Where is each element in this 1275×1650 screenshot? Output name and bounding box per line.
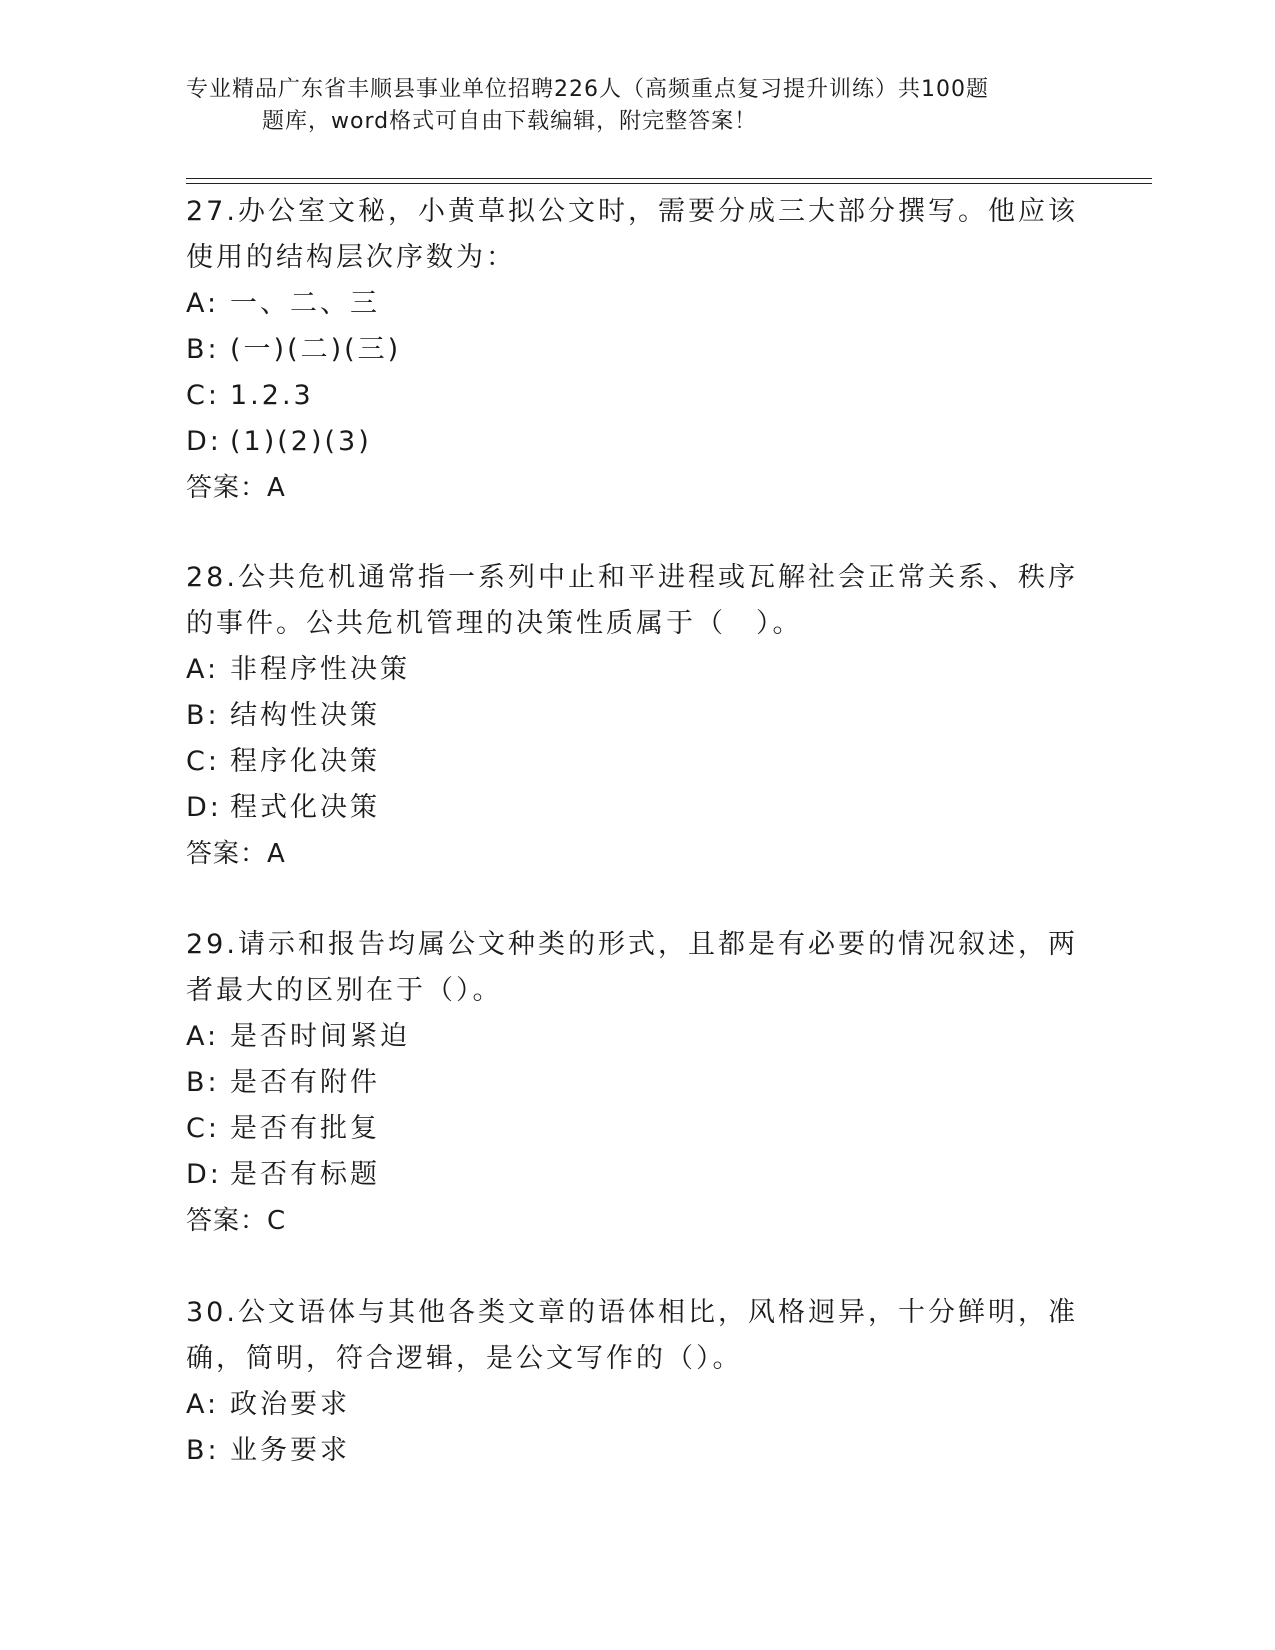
option-c — [186, 373, 1086, 419]
option-a — [186, 1014, 1086, 1060]
header-title-line-1: 专业精品广东省丰顺县事业单位招聘226人（高频重点复习提升训练）共100题 — [186, 77, 989, 102]
option-d — [186, 1152, 1086, 1198]
option-text: (一)(二)(三) — [230, 334, 402, 365]
question-28 — [186, 555, 1086, 877]
option-letter: B: — [186, 1067, 220, 1098]
question-30 — [186, 1290, 1086, 1474]
option-letter: D: — [186, 1159, 222, 1190]
option-letter: A: — [186, 288, 220, 319]
header-divider-top — [186, 178, 1152, 179]
option-text: 是否有批复 — [230, 1113, 380, 1144]
option-b — [186, 1060, 1086, 1106]
option-b — [186, 693, 1086, 739]
option-letter: C: — [186, 746, 220, 777]
option-text: 政治要求 — [230, 1389, 350, 1420]
question-text: 30.公文语体与其他各类文章的语体相比，风格迥异，十分鲜明，准确，简明，符合逻辑，是公文写作的（）。 — [186, 1297, 1078, 1374]
option-letter: B: — [186, 1435, 220, 1466]
option-text: 非程序性决策 — [230, 654, 410, 685]
option-a — [186, 1382, 1086, 1428]
option-text: 程式化决策 — [230, 792, 380, 823]
question-27 — [186, 189, 1086, 511]
option-b — [186, 327, 1086, 373]
option-d — [186, 785, 1086, 831]
option-letter: D: — [186, 792, 222, 823]
option-letter: A: — [186, 654, 220, 685]
option-c — [186, 1106, 1086, 1152]
option-text: 是否有附件 — [230, 1067, 380, 1098]
option-letter: B: — [186, 700, 220, 731]
answer-line: 答案：A — [186, 839, 286, 869]
option-c — [186, 739, 1086, 785]
answer-line: 答案：C — [186, 1206, 287, 1236]
option-text: 是否有标题 — [230, 1159, 380, 1190]
question-29 — [186, 922, 1086, 1244]
option-text: 结构性决策 — [230, 700, 380, 731]
option-letter: A: — [186, 1021, 220, 1052]
option-text: 一、二、三 — [230, 288, 380, 319]
header-title-line-2: 题库，word格式可自由下载编辑，附完整答案！ — [262, 109, 758, 134]
option-text: 1.2.3 — [230, 380, 314, 411]
document-header — [186, 74, 1066, 138]
question-text: 27.办公室文秘，小黄草拟公文时，需要分成三大部分撰写。他应该使用的结构层次序数为： — [186, 196, 1078, 273]
question-text: 29.请示和报告均属公文种类的形式，且都是有必要的情况叙述，两者最大的区别在于（）。 — [186, 929, 1078, 1006]
option-letter: B: — [186, 334, 220, 365]
question-text: 28.公共危机通常指一系列中止和平进程或瓦解社会正常关系、秩序的事件。公共危机管理的决策性质属于（ ）。 — [186, 562, 1078, 639]
option-text: 业务要求 — [230, 1435, 350, 1466]
option-letter: D: — [186, 426, 222, 457]
option-letter: C: — [186, 1113, 220, 1144]
answer-line: 答案：A — [186, 473, 286, 503]
option-text: (1)(2)(3) — [230, 426, 372, 457]
option-letter: A: — [186, 1389, 220, 1420]
option-text: 是否时间紧迫 — [230, 1021, 410, 1052]
option-a — [186, 281, 1086, 327]
option-letter: C: — [186, 380, 220, 411]
option-d — [186, 419, 1086, 465]
header-divider-bottom — [186, 183, 1152, 184]
option-a — [186, 647, 1086, 693]
option-text: 程序化决策 — [230, 746, 380, 777]
option-b — [186, 1428, 1086, 1474]
